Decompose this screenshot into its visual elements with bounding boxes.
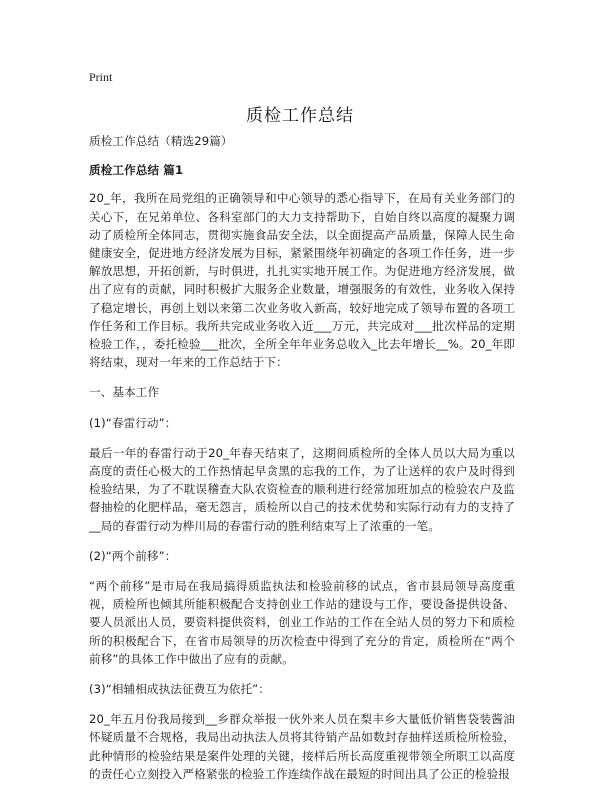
intro-paragraph: 20_年，我所在局党组的正确领导和中心领导的悉心指导下，在局有关业务部门的关心下，在兄弟单位、各科室部门的大力支持帮助下，自始自终以高度的凝聚力调动了质检所全体同志，贯彻实施食品安全法，以全面提高产品质量，保障人民生命健康安全，促进地方经济发展为目标，紧紧围绕年初确定的各项工作任务，进一步解放思想，开拓创新，与时俱进，扎扎实实地开展工作。为促进地方经济发展，做出了应有的贡献，同时积极扩大服务企业数量，增强服务的有效性，业务收入保持了稳定增长，再创上划以来第二次业务收入新高，较好地完成了领导布置的各项工作任务和工作目标。我所共完成业务收入近___万元，共完成对___批次样品的定期检验工作，，委托检验___批次，全所全年年业务总收入_比去年增长__%。20_年即将结束，现对一年来的工作总结于下： bbox=[89, 191, 515, 370]
item-paragraph-2: “两个前移”是市局在我局搞得质监执法和检验前移的试点，省市县局领导高度重视，质检所也倾其所能积极配合支持创业工作站的建设与工作，要设备提供设备、要人员派出人员，要资料提供资料，创业工作站的工作在全站人员的努力下和质检所的积极配合下，在省市局领导的历次检查中得到了充分的肯定，质检所在“两个前移”的具体工作中做出了应有的贡献。 bbox=[89, 579, 515, 666]
article-heading: 质检工作总结 篇1 bbox=[89, 163, 184, 178]
item-heading-3: (3)“相辅相成执法征费互为依托”： bbox=[89, 682, 270, 697]
item-heading-2: (2)“两个前移”： bbox=[89, 548, 177, 563]
document-subtitle: 质检工作总结（精选29篇） bbox=[89, 134, 233, 148]
page-title: 质检工作总结 bbox=[246, 106, 354, 126]
document-body bbox=[89, 132, 515, 795]
item-heading-1: (1)“春雷行动”： bbox=[89, 415, 177, 430]
item-paragraph-1: 最后一年的春雷行动于20_年春天结束了，这期间质检所的全体人员以大局为重以高度的责任心极大的工作热情起早贪黑的忘我的工作，为了让送样的农户及时得到检验结果，为了不耽误稽查大队农资检查的顺利进行经常加班加点的检验农户及监督抽检的化肥样品，毫无怨言，质检所以自己的技术优势和实际行动有力的支持了__局的春雷行动为桦川局的春雷行动的胜利结束写上了浓重的一笔。 bbox=[89, 445, 515, 533]
item-paragraph-3: 20_年五月份我局接到__乡群众举报一伙外来人员在梨丰乡大量低价销售袋装酱油怀疑质量不合规格，我局出动执法人员将其待销产品如数封存抽样送质检所检验，此种情形的检验结果是案件处理的关键，接样后所长高度重视带领全所职工以高度的责任心立刻投入严格紧张的检验工作连续作战在最短的时间出具了公正的检验报 bbox=[89, 712, 515, 781]
print-label[interactable]: Print bbox=[89, 70, 113, 84]
section-heading: 一、基本工作 bbox=[89, 385, 160, 400]
